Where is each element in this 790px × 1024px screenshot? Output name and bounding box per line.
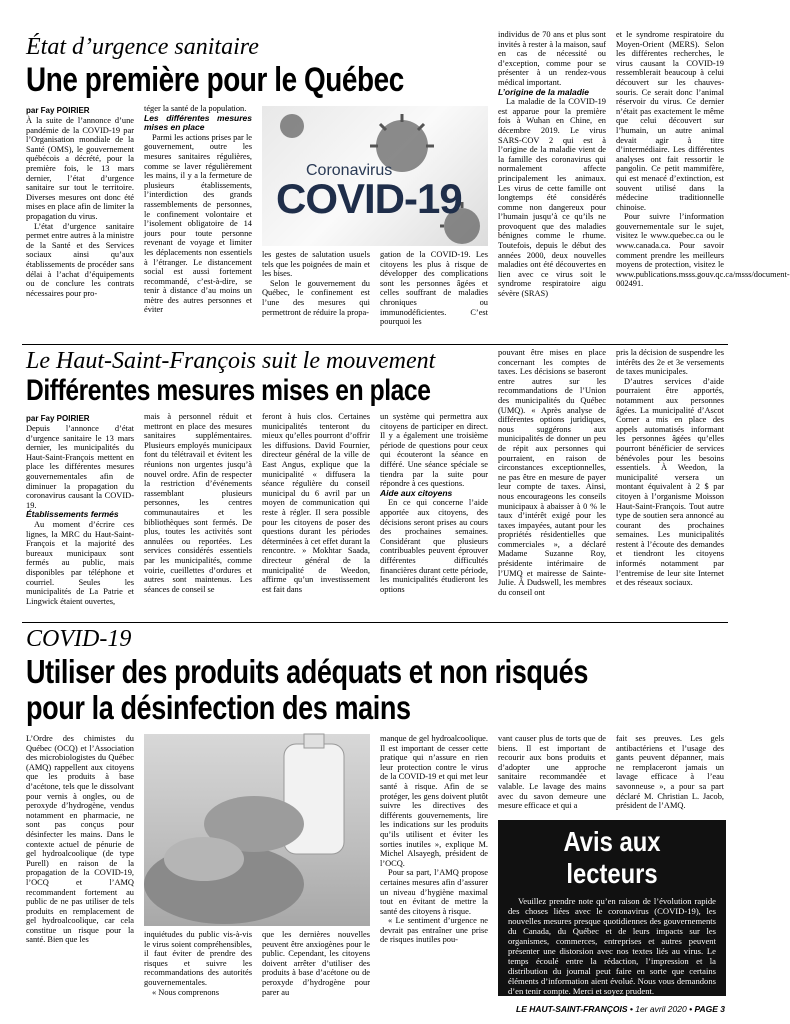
article1-col2 [144,104,252,338]
avis-box [498,820,726,996]
article3-col5-text: vant causer plus de torts que de biens. Il est important de recourir aux bons produits et d’adopter une approche sanitaire recommandée et valable. Le lavage des mains avec du savon demeure une mesure efficace et qui a [498,734,606,811]
article3-col3 [262,930,370,996]
article3-col3-text: que les dernières nouvelles peuvent être anxiogènes pour le public. Cependant, les citoyens doivent arrêter d’utiliser des produits à base d’acétone ou de peroxyde d’hydrogène pour parer au [262,930,370,997]
article1-col1-text-b: L’état d’urgence sanitaire permet entre autres à la ministre de la Santé et des Services sociaux ainsi qu’aux établissements de procéder sans délai à l’achat d’équipements ou de conclure les contrats nécessaires pour pro- [26,221,134,298]
avis-title: Avis aux lecteurs [563,826,661,889]
article3-kicker: COVID-19 [26,626,132,652]
image-caption-small: Coronavirus [306,162,393,179]
article2-col3 [262,412,370,616]
article2-col5 [498,348,606,616]
article2-kicker: Le Haut-Saint-François suit le mouvement [26,348,436,374]
article1-col1 [26,116,134,338]
footer-date: 1er avril 2020 [635,1004,687,1014]
article1-col1-text: À la suite de l’annonce d’une pandémie de la COVID-19 par l’Organisation mondiale de la Santé (OMS), le gouvernement québécois a décrété, pour la première fois, le 13 mars dernier, l’état d’urgence sanitaire sur tout le territoire. Diverses mesures ont donc été mises en place afin de limiter la propagation du virus. [26,116,134,221]
article1-col3-text-b: Selon le gouvernement du Québec, le confinement est l’une des mesures qui permettront de réduire la propa- [262,278,370,317]
article1-kicker: État d’urgence sanitaire [26,34,259,60]
article2-col1-text-b: Au moment d’écrire ces lignes, la MRC du Haut-Saint-François et la majorité des bureaux municipaux sont fermés au public, mais disponibles par téléphone et courriel. Seules les municipalités de La Patrie et Lingwick étaient ouvertes, [26,519,134,606]
article2-col4-text: un système qui permettra aux citoyens de participer en direct. Il y a également une troisième période de questions pour ceux qui écouteront la séance en différé. Une séance spéciale se tiendra par la suite pour répondre à ces questions. [380,412,488,489]
hands-bottle-icon [144,734,370,926]
article2-col1 [26,424,134,616]
article3-col4-text: manque de gel hydroalcoolique. Il est important de cesser cette pratique qui n’assure en rien leur protection contre le virus de la COVID-19 et qui met leur santé à risque. Afin de se protéger, les gens doivent plutôt suivre les directives des différents gouvernements, lire les indications sur les produits qu’ils utilisent et éviter les sorties inutiles », explique M. Michel Alsayegh, président de l’OCQ. [380,734,488,868]
article1-col2-text-a: téger la santé de la population. [144,104,247,113]
article1-col6-text-b: Pour suivre l’information gouvernementale sur le sujet, visitez le www.quebec.ca ou le www.canada.ca. Pour savoir comment prendre les meilleurs moyens de protection, visitez le www.publications.msss.gouv.qc.ca/msss/document-002491. [616,212,790,289]
article3-col6-text: fait ses preuves. Les gels antibactériens et l’usage des gants peuvent dépanner, mais ne remplaceront jamais un lavage efficace à l’eau savonneuse », a pour sa part déclaré M. Christian L. Jacob, président de l’AMQ. [616,734,724,811]
divider [22,622,728,623]
page-footer [516,1004,725,1014]
article3-col5 [498,734,606,814]
article1-col5-text: individus de 70 ans et plus sont invités à rester à la maison, sauf en cas de nécessité ou d’exception, comme pour se présenter à un rendez-vous médical important. [498,30,606,87]
article2-col4-text-b: En ce qui concerne l’aide apportée aux citoyens, des décisions seront prises au cours des prochaines semaines. Considérant que plusieurs contribuables peuvent éprouver différentes difficultés financières durant cette période, les municipalités étudieront les options [380,498,488,594]
article2-col1-text: Depuis l’annonce d’état d’urgence sanitaire le 13 mars dernier, les municipalités du Haut-Saint-François mettent en place les différentes mesures gouvernementales afin de diminuer la propagation du coronavirus causant la COVID-19. [26,424,134,510]
article1-col3 [262,250,370,338]
article2-col4-subhead: Aide aux citoyens [380,487,453,498]
avis-text: Veuillez prendre note qu’en raison de l’évolution rapide des choses liées avec le coronavirus (COVID-19), les nouvelles mesures presque quotidiennes des gouvernements du Canada, du Québec et de leurs impacts sur les organismes, commerces, entreprises et autres peuvent présenter une distorsion avec nos textes liés au virus. Le temps écoulé entre la rédaction, l’impression et la distribution du journal peut faire en sorte que certains éléments d’information aient évolué. Nous vous demandons d’en tenir compte. Merci et soyez prudent. [508,896,716,996]
article3-headline-line1: Utiliser des produits adéquats et non risqués [26,653,588,690]
article1-col5 [498,30,606,338]
divider [22,344,728,345]
article1-headline: Une première pour le Québec [26,61,404,99]
image-caption-big: COVID-19 [276,175,462,222]
article2-col3-text: feront à huis clos. Certaines municipalités tenteront du mieux qu’elles pourront d’offrir les diffusions. David Fournier, directeur général de la ville de East Angus, explique que la municipalité « diffusera la séance régulière du conseil municipal du 6 avril par un moyen de communication qui reste à régler. Il sera possible pour les citoyens de poser des questions durant les périodes déterminées à cet effet durant la rencontre. » Mokhtar Saada, directeur général de la municipalité de Weedon, affirme qu’un investissement est fait dans [262,412,370,594]
article1-col5-subhead: L’origine de la maladie [498,86,590,97]
article1-col6 [616,30,790,338]
article3-col4-text-c: « Le sentiment d’urgence ne devrait pas entraîner une prise de risques inutiles pou- [380,916,488,945]
article3-col4-text-b: Pour sa part, l’AMQ propose certaines mesures afin d’assurer un niveau d’hygiène maximal tout en évitant de mettre la santé des citoyens à risque. [380,868,488,916]
article3-col2-text: inquiétudes du public vis-à-vis le virus soient compréhensibles, il faut éviter de prendre des risques et suivre les recommandations des autorités gouvernementales. [144,930,252,987]
footer-paper: LE HAUT-SAINT-FRANÇOIS [516,1004,628,1014]
article1-col4-text: gation de la COVID-19. Les citoyens les plus à risque de développer des complications sont les personnes âgées et celles souffrant de maladies chroniques ou immunodéficientes. C’est pourquoi les [380,250,488,327]
article2-byline: par Fay POIRIER [26,414,90,423]
article2-col1-subhead: Établissements fermés [26,509,119,520]
article2-col6 [616,348,724,616]
article3-col6 [616,734,724,814]
footer-separator: • [689,1004,695,1014]
article2-headline: Différentes mesures mises en place [26,374,431,407]
article3-headline-line2: pour la désinfection des mains [26,689,411,726]
article2-col6-text: pris la décision de suspendre les intérêts des 2e et 3e versements de taxes municipales. [616,348,724,377]
article2-col2-text: mais à personnel réduit et mettront en place des mesures sanitaires supplémentaires. Plusieurs employés municipaux font du télétravail et évitent les réunions non urgentes jusqu’à nouvel ordre. Afin de respecter la restriction d’événements rassemblant plusieurs personnes, les centres communautaires et les bibliothèques sont fermés. De plus, toutes les activités sont annulées ou reportées. Les services considérés essentiels par les municipalités, comme voirie, cueillettes d’ordures et autres sont maintenus. Les séances de conseil se [144,412,252,594]
article1-col2-subhead: Les différentes mesures mises en place [144,112,252,133]
footer-separator: • [629,1004,636,1014]
article2-col2 [144,412,252,616]
article3-col1 [26,734,134,996]
article1-col6-text: et le syndrome respiratoire du Moyen-Orient (MERS). Selon les différentes recherches, le virus causant la COVID-19 ressemblerait beaucoup à celui découvert sur les chauves-souris. Ce serait donc l’animal réservoir du virus. Ce dernier n’était pas exactement le même que celui découvert sur l’humain, un autre animal devait agir à titre d’intermédiaire. Les différentes analyses ont fait ressortir le pangolin. Ce petit mammifère, qui est menacé d’extinction, est souvent utilisé dans la médecine traditionnelle chinoise. [616,30,724,212]
article3-col4 [380,734,488,996]
footer-page: PAGE 3 [694,1004,725,1014]
article1-col5-text-b: La maladie de la COVID-19 est apparue pour la première fois à Wuhan en Chine, en décembre 2019. Le virus SARS-COV 2 qui est à l’origine de la maladie vient de la famille des coronavirus qui normalement affecte principalement les animaux. Les virus de cette famille ont longtemps été considérés comme non dangereux pour l’humain jusqu’à ce qu’ils ne provoquent que des maladies bénignes comme le rhume. Toutefois, depuis le début des années 2000, deux nouvelles maladies ont été découvertes en lien avec ce virus soit le syndrome respiratoire aigu sévère (SRAS) [498,97,606,299]
article2-col5-text: pouvant être mises en place concernant les comptes de taxes. Les décisions se baseront entre autres sur les recommandations de l’Union des municipalités du Québec (UMQ). « Après analyse de différentes options juridiques, nous suggérons aux municipalités de donner un peu de répit aux personnes qui pourraient, en raison de circonstances exceptionnelles, ne pas être en mesure de payer leur compte de taxes. Ainsi, nous encourageons les conseils municipaux à abaisser à 0 % le taux d’intérêt exigé pour les taxes impayées, autant pour les propriétés résidentielles que commerciales », a déclaré Madame Suzanne Roy, présidente intérimaire de l’UMQ et mairesse de Sainte-Julie. À Dudswell, les membres du conseil ont [498,348,606,597]
article3-col2 [144,930,252,996]
hand-sanitizer-photo [144,734,370,926]
coronavirus-image [262,106,488,246]
article3-col1-text: L’Ordre des chimistes du Québec (OCQ) et l’Association des microbiologistes du Québec (AMQ) rappellent aux citoyens que les produits à base d’acétone, tels que le dissolvant pour vernis à ongles, ou de peroxyde d’hydrogène, vendus notamment en pharmacie, ne sont pas conçus pour désinfecter les mains. Dans le contexte actuel de pénurie de gel hydroalcoolique (de type Purell) en raison de la propagation de la COVID-19, l’OCQ et l’AMQ recommandent fortement au public de ne pas utiliser de tels produits en remplacement de gel hydroalcoolique, car cela constitue un risque pour la santé. Bien que les [26,734,134,945]
article2-col6-text-b: D’autres services d’aide pourraient être apportés, notamment aux personnes âgées. La municipalité d’Ascot Corner a mis en place des appels automatisés informant les personnes âgées qu’elles pourront bénéficier de services bénévoles pour les besoins essentiels. À Weedon, la municipalité versera un montant équivalent à 2 $ par citoyen à l’organisme Moisson Haut-Saint-François. Tout autre type de soutien sera annoncé au courant des prochaines semaines. Les municipalités restent à l’écoute des demandes et tiendront les citoyens informés notamment par l’entremise de leur site Internet et des réseaux sociaux. [616,376,724,588]
article1-byline: par Fay POIRIER [26,106,90,115]
article2-col4 [380,412,488,616]
article1-col3-text: les gestes de salutation usuels tels que les poignées de main et les bises. [262,250,370,279]
article1-col4 [380,250,488,338]
article1-col2-text: Parmi les actions prises par le gouvernement, outre les mesures sanitaires régulières, comme se laver régulièrement les mains, il y a la fermeture de plusieurs établissements, l’interdiction des grands rassemblements de personnes, le confinement volontaire et l’isolement obligatoire de 14 jours pour toute personne revenant de voyage et limiter les déplacements non essentiels à l’étranger. Le distancement social est aussi fortement recommandé, c’est-à-dire, se tenir à distance d’au moins un mètre des autres personnes et éviter [144,132,252,315]
article3-col2-text-b: « Nous comprenons [152,987,219,997]
